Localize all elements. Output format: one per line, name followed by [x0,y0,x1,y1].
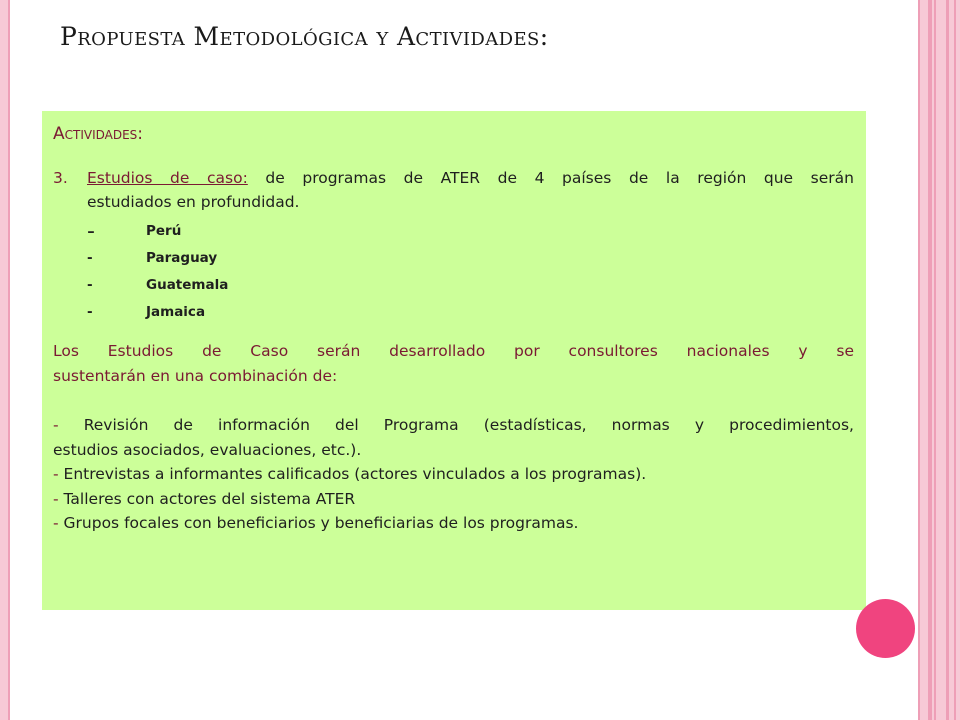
case-studies-line1 [87,166,854,190]
bullet-text: Revisión de información del Programa (estadísticas, normas y procedimientos, [83,416,854,434]
stripe [946,0,949,720]
sustain-paragraph [53,339,854,389]
list-item [53,413,854,462]
list-dash: - [87,250,93,266]
case-studies-line2: estudiados en profundidad. [87,193,300,211]
country-list [87,218,854,326]
bullet-text: Talleres con actores del sistema ATER [63,489,356,508]
list-dash: - [53,416,84,434]
list-dash: - [87,219,95,244]
country-name: Guatemala [146,277,229,293]
stripe [918,0,920,720]
list-dash: - [87,304,93,320]
country-name: Jamaica [146,304,206,320]
slide-title: Propuesta Metodológica y Actividades: [60,22,549,51]
case-studies-item [53,166,854,214]
activities-panel [42,111,866,610]
methods-list [53,413,854,536]
bullet-line1 [53,413,854,438]
case-studies-text: de programas de ATER de 4 países de la región que serán [247,169,854,187]
list-dash: - [87,277,93,293]
list-item [87,299,854,326]
list-dash: - [53,465,64,483]
bullet-text: Grupos focales con beneficiarios y beneficiarias de los programas. [63,514,579,532]
sustain-line2: sustentarán en una combinación de: [53,367,338,385]
right-decorative-stripes [918,0,960,720]
left-decorative-border [0,0,10,720]
sustain-line1: Los Estudios de Caso serán desarrollado por consultores nacionales y se [53,342,854,360]
activities-heading: Actividades: [53,124,144,144]
list-dash: - [53,489,64,508]
list-item [53,511,854,536]
decorative-circle [856,599,915,658]
list-dash: - [53,514,64,532]
item-number: 3. [53,169,68,187]
list-item [53,487,854,512]
stripe [928,0,932,720]
list-item [87,218,854,245]
stripe [954,0,956,720]
list-item [87,245,854,272]
bullet-text: Entrevistas a informantes calificados (actores vinculados a los programas). [63,465,647,483]
list-item [87,272,854,299]
country-name: Paraguay [146,250,218,266]
list-item [53,462,854,487]
stripe [934,0,936,720]
case-studies-link[interactable]: Estudios de caso: [87,169,248,187]
country-name: Perú [146,223,182,239]
bullet-text-continued: estudios asociados, evaluaciones, etc.). [53,440,362,459]
